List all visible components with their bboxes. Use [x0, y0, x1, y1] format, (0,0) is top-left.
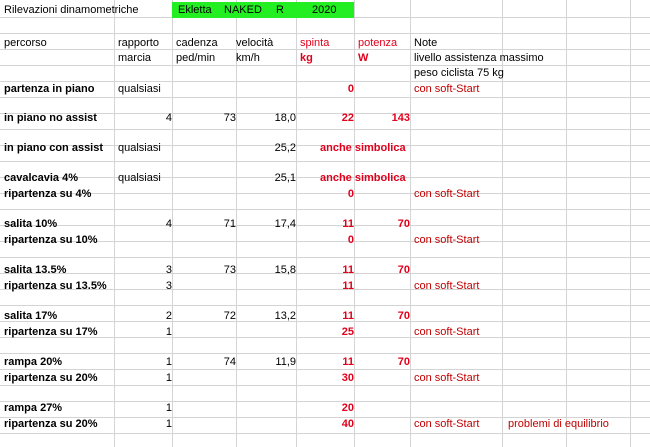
cell-rapporto[interactable]: qualsiasi: [118, 83, 161, 95]
cell-spinta[interactable]: 40: [341, 418, 354, 430]
header-velocita[interactable]: velocità: [236, 37, 274, 49]
header-note[interactable]: Note: [414, 37, 438, 49]
cell-rapporto[interactable]: 1: [165, 356, 172, 368]
cell-note[interactable]: con soft-Start: [414, 83, 480, 95]
banner-year: 2020: [312, 4, 337, 16]
gridline: [0, 65, 650, 66]
cell-spinta[interactable]: 11: [342, 356, 354, 368]
gridline: [0, 321, 650, 322]
cell-velocita[interactable]: 25,1: [274, 172, 296, 184]
cell-percorso[interactable]: salita 13.5%: [4, 264, 67, 276]
header-note-line2[interactable]: livello assistenza massimo: [414, 52, 544, 64]
cell-velocita[interactable]: 17,4: [274, 218, 296, 230]
banner-variant: R: [276, 4, 284, 16]
cell-velocita[interactable]: 11,9: [275, 356, 296, 368]
cell-spinta[interactable]: 20: [341, 402, 354, 414]
cell-cadenza[interactable]: 73: [223, 264, 236, 276]
header-rapporto-unit[interactable]: marcia: [118, 52, 152, 64]
cell-extra[interactable]: problemi di equilibrio: [508, 418, 609, 430]
header-spinta-unit[interactable]: kg: [300, 52, 313, 64]
cell-spinta[interactable]: 25: [341, 326, 354, 338]
cell-spinta[interactable]: 11: [342, 218, 354, 230]
cell-spinta[interactable]: 0: [347, 234, 354, 246]
gridline: [0, 81, 650, 82]
cell-rapporto[interactable]: 1: [165, 402, 172, 414]
cell-velocita[interactable]: 13,2: [274, 310, 296, 322]
cell-velocita[interactable]: 15,8: [274, 264, 296, 276]
cell-percorso[interactable]: ripartenza su 13.5%: [4, 280, 107, 292]
gridline: [0, 401, 650, 402]
gridline: [0, 97, 650, 98]
cell-percorso[interactable]: cavalcavia 4%: [4, 172, 79, 184]
sheet-title[interactable]: Rilevazioni dinamometriche: [4, 4, 139, 16]
cell-rapporto[interactable]: qualsiasi: [118, 172, 161, 184]
cell-percorso[interactable]: ripartenza su 10%: [4, 234, 98, 246]
cell-velocita[interactable]: 25,2: [274, 142, 296, 154]
cell-percorso[interactable]: ripartenza su 20%: [4, 418, 98, 430]
header-spinta[interactable]: spinta: [300, 37, 330, 49]
header-potenza-unit[interactable]: W: [358, 52, 369, 64]
banner-model: Ekletta: [178, 4, 212, 16]
cell-cadenza[interactable]: 73: [223, 112, 236, 124]
cell-spinta[interactable]: 11: [342, 310, 354, 322]
cell-percorso[interactable]: in piano no assist: [4, 112, 97, 124]
cell-spinta[interactable]: anche simbolica: [320, 142, 406, 154]
gridline: [0, 353, 650, 354]
cell-percorso[interactable]: ripartenza su 17%: [4, 326, 98, 338]
cell-percorso[interactable]: partenza in piano: [4, 83, 95, 95]
cell-percorso[interactable]: ripartenza su 20%: [4, 372, 98, 384]
header-percorso[interactable]: percorso: [4, 37, 47, 49]
cell-spinta[interactable]: 11: [342, 280, 354, 292]
gridline: [354, 0, 355, 447]
cell-rapporto[interactable]: 3: [165, 280, 172, 292]
gridline: [0, 129, 650, 130]
cell-spinta[interactable]: 30: [341, 372, 354, 384]
cell-potenza[interactable]: 143: [391, 112, 410, 124]
cell-percorso[interactable]: in piano con assist: [4, 142, 104, 154]
gridline: [0, 113, 650, 114]
gridline: [172, 0, 173, 447]
cell-rapporto[interactable]: 4: [165, 218, 172, 230]
cell-spinta[interactable]: 11: [342, 264, 354, 276]
header-velocita-unit[interactable]: km/h: [236, 52, 260, 64]
cell-rapporto[interactable]: 2: [165, 310, 172, 322]
gridline: [0, 209, 650, 210]
gridline: [0, 305, 650, 306]
cell-cadenza[interactable]: 71: [223, 218, 236, 230]
cell-percorso[interactable]: ripartenza su 4%: [4, 188, 92, 200]
cell-percorso[interactable]: rampa 27%: [4, 402, 63, 414]
banner-version: NAKED: [224, 4, 262, 16]
cell-note[interactable]: con soft-Start: [414, 372, 480, 384]
cell-rapporto[interactable]: 1: [165, 418, 172, 430]
cell-rapporto[interactable]: qualsiasi: [118, 142, 161, 154]
gridline: [566, 0, 567, 447]
cell-rapporto[interactable]: 3: [165, 264, 172, 276]
gridline: [0, 33, 650, 34]
cell-note[interactable]: con soft-Start: [414, 234, 480, 246]
cell-potenza[interactable]: 70: [397, 310, 410, 322]
gridline: [630, 0, 631, 447]
gridline: [0, 273, 650, 274]
cell-rapporto[interactable]: 1: [165, 372, 172, 384]
gridline: [114, 0, 115, 447]
cell-rapporto[interactable]: 4: [165, 112, 172, 124]
header-cadenza[interactable]: cadenza: [176, 37, 218, 49]
header-rapporto[interactable]: rapporto: [118, 37, 159, 49]
gridline: [236, 0, 237, 447]
cell-potenza[interactable]: 70: [397, 356, 410, 368]
cell-spinta[interactable]: 0: [347, 83, 354, 95]
cell-note[interactable]: con soft-Start: [414, 326, 480, 338]
header-note-line3[interactable]: peso ciclista 75 kg: [414, 67, 504, 79]
gridline: [0, 433, 650, 434]
cell-potenza[interactable]: 70: [397, 218, 410, 230]
gridline: [296, 0, 297, 447]
header-potenza[interactable]: potenza: [358, 37, 398, 49]
cell-note[interactable]: con soft-Start: [414, 418, 480, 430]
cell-note[interactable]: con soft-Start: [414, 280, 480, 292]
gridline: [0, 257, 650, 258]
gridline: [410, 0, 411, 447]
header-cadenza-unit[interactable]: ped/min: [176, 52, 216, 64]
cell-spinta[interactable]: 22: [341, 112, 354, 124]
gridline: [0, 225, 650, 226]
cell-cadenza[interactable]: 74: [223, 356, 236, 368]
gridline: [0, 193, 650, 194]
cell-percorso[interactable]: salita 10%: [4, 218, 58, 230]
cell-cadenza[interactable]: 72: [223, 310, 236, 322]
cell-potenza[interactable]: 70: [397, 264, 410, 276]
gridline: [0, 161, 650, 162]
cell-spinta[interactable]: 0: [347, 188, 354, 200]
cell-rapporto[interactable]: 1: [165, 326, 172, 338]
cell-percorso[interactable]: salita 17%: [4, 310, 58, 322]
cell-note[interactable]: con soft-Start: [414, 188, 480, 200]
cell-velocita[interactable]: 18,0: [274, 112, 296, 124]
cell-spinta[interactable]: anche simbolica: [320, 172, 406, 184]
cell-percorso[interactable]: rampa 20%: [4, 356, 63, 368]
